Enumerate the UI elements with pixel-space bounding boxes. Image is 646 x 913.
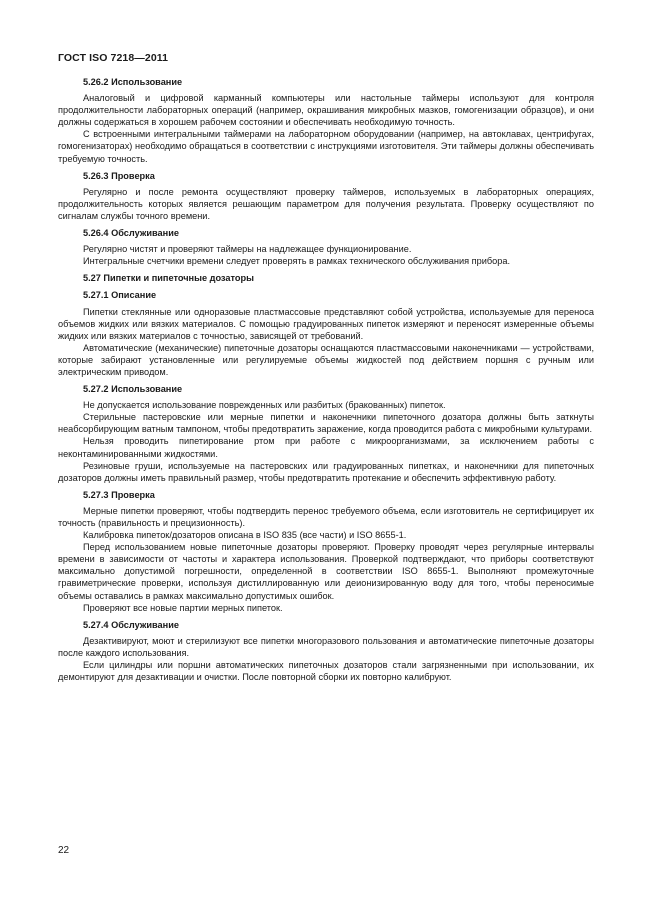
section-heading: 5.27.1 Описание xyxy=(83,290,157,301)
paragraph: Если цилиндры или поршни автоматических пипеточных дозаторов стали загрязненными при использовании, их демонтируют для дезактивации и очистки. После повторной сборки их повторно калибруют. xyxy=(58,660,594,683)
section-heading: 5.27.2 Использование xyxy=(83,384,183,395)
section-5-27-1 xyxy=(58,289,594,378)
section-5-26-4 xyxy=(58,227,594,267)
paragraph: С встроенными интегральными таймерами на лабораторном оборудовании (например, на автоклавах, центрифугах, гомогенизаторах) необходимо обращаться в соответствии с инструкциями изготовителя. Эти таймеры должны обеспечивать требуемую точность. xyxy=(58,129,594,164)
section-5-27 xyxy=(58,272,594,284)
paragraph: Дезактивируют, моют и стерилизуют все пипетки многоразового пользования и автоматические пипеточные дозаторы после каждого использования. xyxy=(58,635,594,658)
section-5-26-2 xyxy=(58,76,594,165)
paragraph: Интегральные счетчики времени следует проверять в рамках технического обслуживания прибора. xyxy=(83,256,511,267)
section-5-26-3 xyxy=(58,170,594,222)
section-5-27-4 xyxy=(58,619,594,683)
section-heading: 5.27.3 Проверка xyxy=(83,489,155,500)
paragraph: Калибровка пипеток/дозаторов описана в ISO 835 (все части) и ISO 8655-1. xyxy=(83,530,407,541)
document-body xyxy=(58,76,594,688)
section-5-27-2 xyxy=(58,383,594,484)
section-heading: 5.26.4 Обслуживание xyxy=(83,228,179,239)
paragraph: Мерные пипетки проверяют, чтобы подтвердить перенос требуемого объема, если изготовитель не сертифицирует их точность (правильность и прецизионность). xyxy=(58,505,594,528)
paragraph: Автоматические (механические) пипеточные дозаторы оснащаются пластмассовыми наконечниками — устройствами, которые забирают установленные или регулируемые объемы жидкостей под действием поршня с ручным или электрическим приводом. xyxy=(58,342,594,377)
paragraph: Проверяют все новые партии мерных пипеток. xyxy=(83,602,283,613)
paragraph: Перед использованием новые пипеточные дозаторы проверяют. Проверку проводят через регулярные интервалы времени в зависимости от частоты и характера использования. Проверкой подтверждают, что приборы соответствуют максимально допустимой погрешности, определенной в соответствии ISO 8655-1. Выполняют промежуточные гравиметрические проверки, используя дистиллированную или деионизированную воду для того, чтобы переносимые объемы оставались в рамках максимально допустимых ошибок. xyxy=(58,542,594,601)
section-heading: 5.26.3 Проверка xyxy=(83,170,155,181)
section-heading: 5.27.4 Обслуживание xyxy=(83,619,179,630)
paragraph: Резиновые груши, используемые на пастеровских или градуированных пипетках, и наконечники для пипеточных дозаторов должны иметь правильный размер, чтобы предотвратить протекание и обеспечить эффективную работу. xyxy=(58,460,594,483)
paragraph: Регулярно чистят и проверяют таймеры на надлежащее функционирование. xyxy=(83,244,412,255)
section-5-27-3 xyxy=(58,489,594,614)
paragraph: Пипетки стеклянные или одноразовые пластмассовые представляют собой устройства, используемые для переноса объемов жидких или вязких материалов. С помощью градуированных пипеток измеряют и переносят измеренные объемы жидких или вязких материалов с точностью, зависящей от требований. xyxy=(58,306,594,341)
section-heading: 5.27 Пипетки и пипеточные дозаторы xyxy=(83,273,254,284)
paragraph: Нельзя проводить пипетирование ртом при работе с микроорганизмами, за исключением работы с неконтаминированными жидкостями. xyxy=(58,436,594,459)
paragraph: Аналоговый и цифровой карманный компьютеры или настольные таймеры используют для контроля продолжительности лабораторных операций (например, окрашивания микробных мазков, гомогенизации образцов), и они должны содержаться в хорошем рабочем состоянии и обеспечивать необходимую точность. xyxy=(58,93,594,128)
page-number: 22 xyxy=(58,845,70,856)
paragraph: Не допускается использование поврежденных или разбитых (бракованных) пипеток. xyxy=(83,400,446,411)
section-heading: 5.26.2 Использование xyxy=(83,77,183,87)
document-header: ГОСТ ISO 7218—2011 xyxy=(58,52,169,64)
paragraph: Стерильные пастеровские или мерные пипетки и наконечники пипеточного дозатора должны быть заткнуты неабсорбирующим ватным тампоном, чтобы предотвратить заражение, когда проводится работа с микробными культурами. xyxy=(58,412,594,435)
paragraph: Регулярно и после ремонта осуществляют проверку таймеров, используемых в лабораторных операциях, продолжительность которых является решающим параметром для получения результата. Проверку осуществляют по сигналам службы точного времени. xyxy=(58,186,594,221)
